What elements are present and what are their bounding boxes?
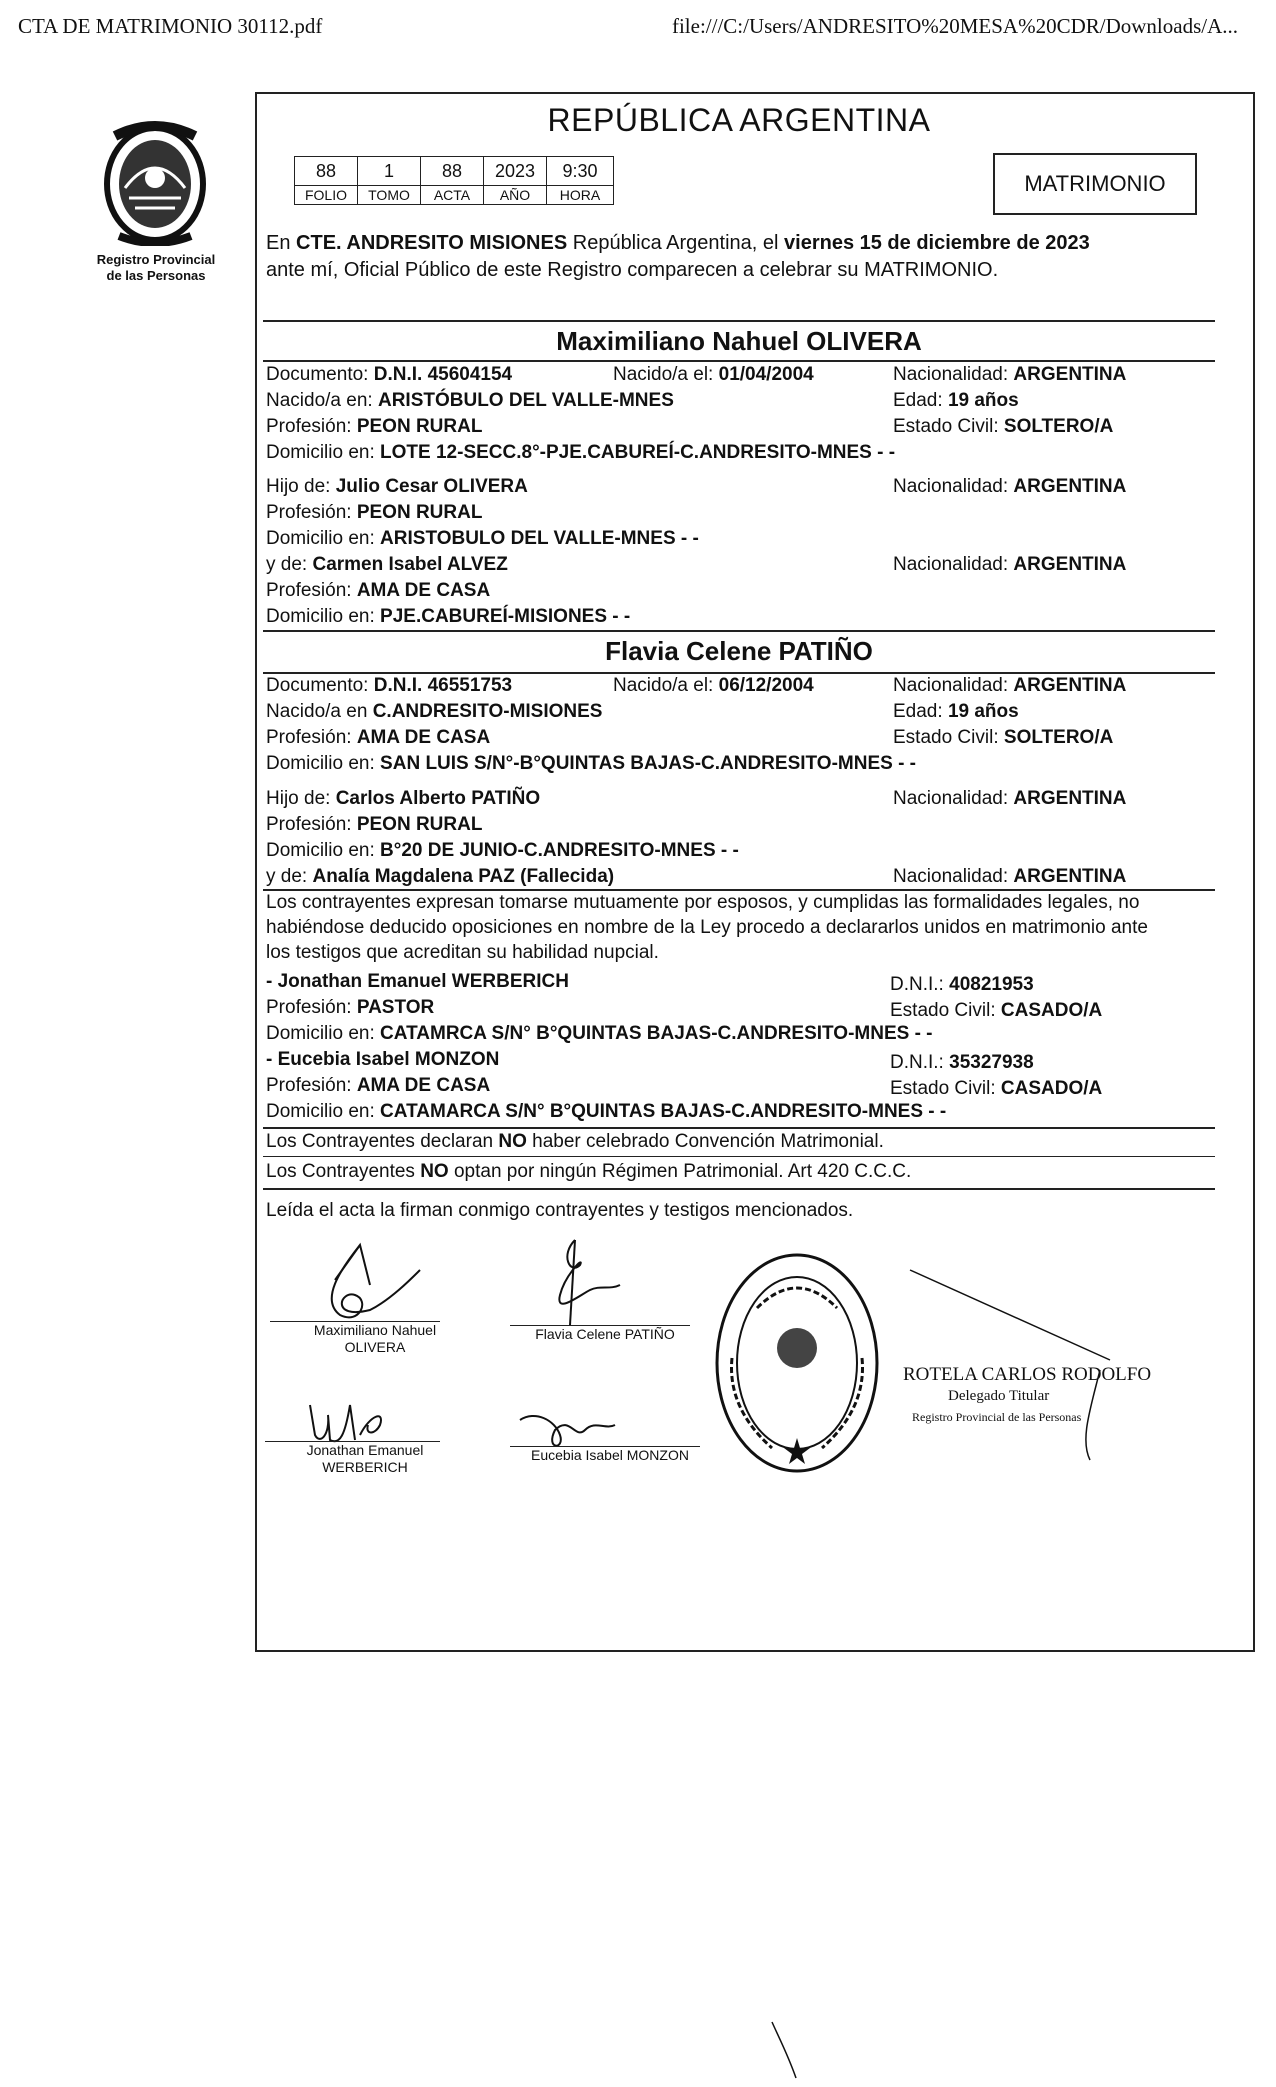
groom-nat-row (893, 364, 1126, 386)
witness-2-name: - Eucebia Isabel MONZON (266, 1049, 500, 1070)
convention-text: haber celebrado Convención Matrimonial. (532, 1131, 884, 1152)
tomo-value: 1 (358, 157, 421, 186)
groom-mother-name: Carmen Isabel ALVEZ (312, 554, 508, 575)
stray-pen-mark (770, 2020, 800, 2080)
witness-2-profession: AMA DE CASA (356, 1075, 491, 1096)
divider (263, 1127, 1215, 1129)
groom-mother-profession: AMA DE CASA (356, 580, 491, 601)
bride-name: Flavia Celene PATIÑO (605, 636, 873, 666)
hour-value: 9:30 (547, 157, 614, 186)
signature-label-line: OLIVERA (344, 1339, 406, 1355)
field-label: Estado Civil: (893, 416, 999, 437)
bride-father-nationality: ARGENTINA (1013, 788, 1127, 809)
divider (263, 889, 1215, 891)
groom-civil-status: SOLTERO/A (1003, 416, 1114, 437)
year-value: 2023 (484, 157, 547, 186)
folio-value: 88 (295, 157, 358, 186)
field-label: Nacionalidad: (893, 476, 1009, 497)
groom-father-prof-row (266, 502, 482, 524)
groom-birthdate: 01/04/2004 (718, 364, 814, 385)
bride-born-row (613, 675, 814, 697)
file-url: file:///C:/Users/ANDRESITO%20MESA%20CDR/Downloads/A... (671, 14, 1238, 38)
field-label: Nacido/a en (266, 701, 368, 722)
field-label: Nacionalidad: (893, 554, 1009, 575)
field-label: Profesión: (266, 814, 352, 835)
groom-father-row (266, 476, 528, 498)
bride-age: 19 años (947, 701, 1019, 722)
intro-place: CTE. ANDRESITO MISIONES (296, 232, 568, 254)
field-label: Documento: (266, 364, 369, 385)
field-label: Profesión: (266, 1075, 352, 1096)
bride-dni: D.N.I. 46551753 (373, 675, 513, 696)
divider (263, 1156, 1215, 1157)
field-label: Profesión: (266, 997, 352, 1018)
groom-mother-dom-row (266, 606, 630, 628)
tomo-label: TOMO (358, 186, 421, 205)
divider (263, 360, 1215, 362)
record-kind-box: MATRIMONIO (993, 153, 1197, 215)
groom-mother-address: PJE.CABUREÍ-MISIONES - - (380, 606, 631, 627)
bride-father-dom-row (266, 840, 739, 862)
bride-birthplace: C.ANDRESITO-MISIONES (372, 701, 603, 722)
bride-prof-row (266, 727, 490, 749)
bride-dom-row (266, 753, 916, 775)
bride-father-nat-row (893, 788, 1126, 810)
divider (263, 320, 1215, 322)
groom-doc-row (266, 364, 512, 386)
field-label: Domicilio en: (266, 528, 375, 549)
bride-father-row (266, 788, 540, 810)
groom-father-address: ARISTOBULO DEL VALLE-MNES - - (380, 528, 699, 549)
signature-label-line: Maximiliano Nahuel (313, 1322, 437, 1338)
groom-mother-row (266, 554, 508, 576)
groom-mother-nat-row (893, 554, 1126, 576)
field-label: Domicilio en: (266, 606, 375, 627)
field-label: Nacionalidad: (893, 788, 1009, 809)
witness-2-signature-label: Eucebia Isabel MONZON (531, 1447, 689, 1463)
year-label: AÑO (484, 186, 547, 205)
registry-stamp (712, 1248, 882, 1478)
convention-no: NO (498, 1131, 527, 1152)
groom-dni: D.N.I. 45604154 (373, 364, 513, 385)
hour-label: HORA (547, 186, 614, 205)
field-label: Profesión: (266, 502, 352, 523)
witness-1-name: - Jonathan Emanuel WERBERICH (266, 971, 569, 992)
groom-age: 19 años (947, 390, 1019, 411)
acta-value: 88 (421, 157, 484, 186)
bride-father-prof-row (266, 814, 482, 836)
delegate-name: ROTELA CARLOS RODOLFO (903, 1364, 1152, 1385)
groom-father-nationality: ARGENTINA (1013, 476, 1127, 497)
groom-mother-prof-row (266, 580, 490, 602)
witness-1-dom-row (266, 1023, 933, 1045)
bride-signature-label: Flavia Celene PATIÑO (535, 1326, 675, 1342)
witness-1-profession: PASTOR (356, 997, 435, 1018)
province-crest-logo (95, 118, 215, 246)
field-label: Edad: (893, 701, 943, 722)
document-title: CTA DE MATRIMONIO 30112.pdf (18, 14, 323, 38)
registry-caption-line-2: de las Personas (106, 268, 206, 283)
convention-text: Los Contrayentes (266, 1161, 415, 1182)
signature-label-line: Jonathan Emanuel (306, 1442, 424, 1458)
field-label: Profesión: (266, 416, 352, 437)
witness-1-civil-row (890, 1000, 1102, 1022)
groom-birthplace: ARISTÓBULO DEL VALLE-MNES (377, 390, 674, 411)
field-label: Nacionalidad: (893, 675, 1009, 696)
groom-father-name: Julio Cesar OLIVERA (335, 476, 528, 497)
bride-place-row (266, 701, 602, 723)
witness-1-signature-label (285, 1442, 445, 1476)
witness-2-address: CATAMARCA S/N° B°QUINTAS BAJAS-C.ANDRESITO-MNES - - (380, 1101, 947, 1122)
registry-caption-line-1: Registro Provincial (96, 252, 216, 267)
groom-mother-nationality: ARGENTINA (1013, 554, 1127, 575)
bride-father-address: B°20 DE JUNIO-C.ANDRESITO-MNES - - (380, 840, 739, 861)
witness-2-civil-row (890, 1078, 1102, 1100)
groom-dom-row (266, 442, 895, 464)
field-label: Domicilio en: (266, 1023, 375, 1044)
folio-label: FOLIO (295, 186, 358, 205)
acta-label: ACTA (421, 186, 484, 205)
witness-1-prof-row (266, 997, 434, 1019)
groom-father-profession: PEON RURAL (356, 502, 483, 523)
field-label: y de: (266, 866, 308, 887)
convention-line-1 (266, 1131, 884, 1153)
bride-signature (520, 1235, 630, 1330)
convention-line-2 (266, 1161, 911, 1183)
convention-text: Los Contrayentes declaran (266, 1131, 494, 1152)
bride-civil-status: SOLTERO/A (1003, 727, 1114, 748)
field-label: D.N.I.: (890, 974, 944, 995)
bride-age-row (893, 701, 1019, 723)
groom-address: LOTE 12-SECC.8°-PJE.CABUREÍ-C.ANDRESITO-MNES - - (380, 442, 896, 463)
delegate-signature (900, 1260, 1120, 1470)
field-label: Edad: (893, 390, 943, 411)
field-label: Domicilio en: (266, 840, 375, 861)
field-label: Domicilio en: (266, 753, 375, 774)
bride-doc-row (266, 675, 512, 697)
witness-1-dni: 40821953 (949, 974, 1034, 995)
record-number-table (294, 156, 614, 205)
closing-text: Leída el acta la firman conmigo contrayentes y testigos mencionados. (266, 1200, 854, 1221)
bride-nationality: ARGENTINA (1013, 675, 1127, 696)
groom-profession: PEON RURAL (356, 416, 483, 437)
witness-1-dni-row (890, 974, 1034, 996)
delegate-title: Delegado Titular (948, 1388, 1050, 1404)
groom-name: Maximiliano Nahuel OLIVERA (556, 326, 922, 356)
field-label: Estado Civil: (890, 1078, 996, 1099)
witness-2-prof-row (266, 1075, 490, 1097)
declaration-line-2: habiéndose deducido oposiciones en nombre de la Ley procedo a declararlos unidos en matrimonio ante (266, 917, 1148, 938)
groom-prof-row (266, 416, 482, 438)
witness-2-dni: 35327938 (949, 1052, 1034, 1073)
field-label: Hijo de: (266, 476, 331, 497)
field-label: y de: (266, 554, 308, 575)
field-label: Nacido/a en: (266, 390, 373, 411)
intro-line-1 (266, 232, 1090, 254)
intro-text: En (266, 232, 291, 254)
witness-2-civil-status: CASADO/A (1000, 1078, 1103, 1099)
bride-mother-name: Analía Magdalena PAZ (Fallecida) (312, 866, 615, 887)
registry-caption (76, 252, 236, 284)
divider (263, 672, 1215, 674)
field-label: Nacionalidad: (893, 364, 1009, 385)
intro-date: viernes 15 de diciembre de 2023 (784, 232, 1090, 254)
groom-signature (300, 1240, 430, 1330)
intro-text: República Argentina, el (572, 232, 779, 254)
declaration-line-1: Los contrayentes expresan tomarse mutuamente por esposos, y cumplidas las formalidades legales, no (266, 892, 1140, 913)
field-label: Domicilio en: (266, 1101, 375, 1122)
bride-address: SAN LUIS S/N°-B°QUINTAS BAJAS-C.ANDRESITO-MNES - - (380, 753, 916, 774)
groom-born-row (613, 364, 814, 386)
groom-father-dom-row (266, 528, 699, 550)
groom-signature-label (280, 1322, 470, 1356)
field-label: D.N.I.: (890, 1052, 944, 1073)
field-label: Domicilio en: (266, 442, 375, 463)
groom-civil-row (893, 416, 1113, 438)
field-label: Estado Civil: (890, 1000, 996, 1021)
bride-father-name: Carlos Alberto PATIÑO (335, 788, 541, 809)
bride-mother-nationality: ARGENTINA (1013, 866, 1127, 887)
field-label: Estado Civil: (893, 727, 999, 748)
bride-civil-row (893, 727, 1113, 749)
divider (263, 1188, 1215, 1190)
field-label: Profesión: (266, 580, 352, 601)
delegate-org: Registro Provincial de las Personas (912, 1410, 1082, 1424)
bride-profession: AMA DE CASA (356, 727, 491, 748)
field-label: Hijo de: (266, 788, 331, 809)
certificate-title: REPÚBLICA ARGENTINA (547, 102, 931, 138)
declaration-line-3: los testigos que acreditan su habilidad nupcial. (266, 942, 659, 963)
bride-nat-row (893, 675, 1126, 697)
bride-mother-row (266, 866, 614, 888)
field-label: Documento: (266, 675, 369, 696)
groom-place-row (266, 390, 674, 412)
divider (263, 630, 1215, 632)
witness-1-civil-status: CASADO/A (1000, 1000, 1103, 1021)
convention-no: NO (420, 1161, 449, 1182)
intro-line-2: ante mí, Oficial Público de este Registro comparecen a celebrar su MATRIMONIO. (266, 259, 999, 281)
signature-label-line: WERBERICH (322, 1459, 408, 1475)
witness-1-address: CATAMRCA S/N° B°QUINTAS BAJAS-C.ANDRESITO-MNES - - (380, 1023, 933, 1044)
bride-father-profession: PEON RURAL (356, 814, 483, 835)
groom-father-nat-row (893, 476, 1126, 498)
field-label: Profesión: (266, 727, 352, 748)
field-label: Nacionalidad: (893, 866, 1009, 887)
field-label: Nacido/a el: (613, 675, 714, 696)
bride-mother-nat-row (893, 866, 1126, 888)
groom-nationality: ARGENTINA (1013, 364, 1127, 385)
bride-birthdate: 06/12/2004 (718, 675, 814, 696)
groom-age-row (893, 390, 1019, 412)
witness-2-dni-row (890, 1052, 1034, 1074)
field-label: Nacido/a el: (613, 364, 714, 385)
witness-2-dom-row (266, 1101, 946, 1123)
convention-text: optan por ningún Régimen Patrimonial. Art 420 C.C.C. (453, 1161, 912, 1182)
